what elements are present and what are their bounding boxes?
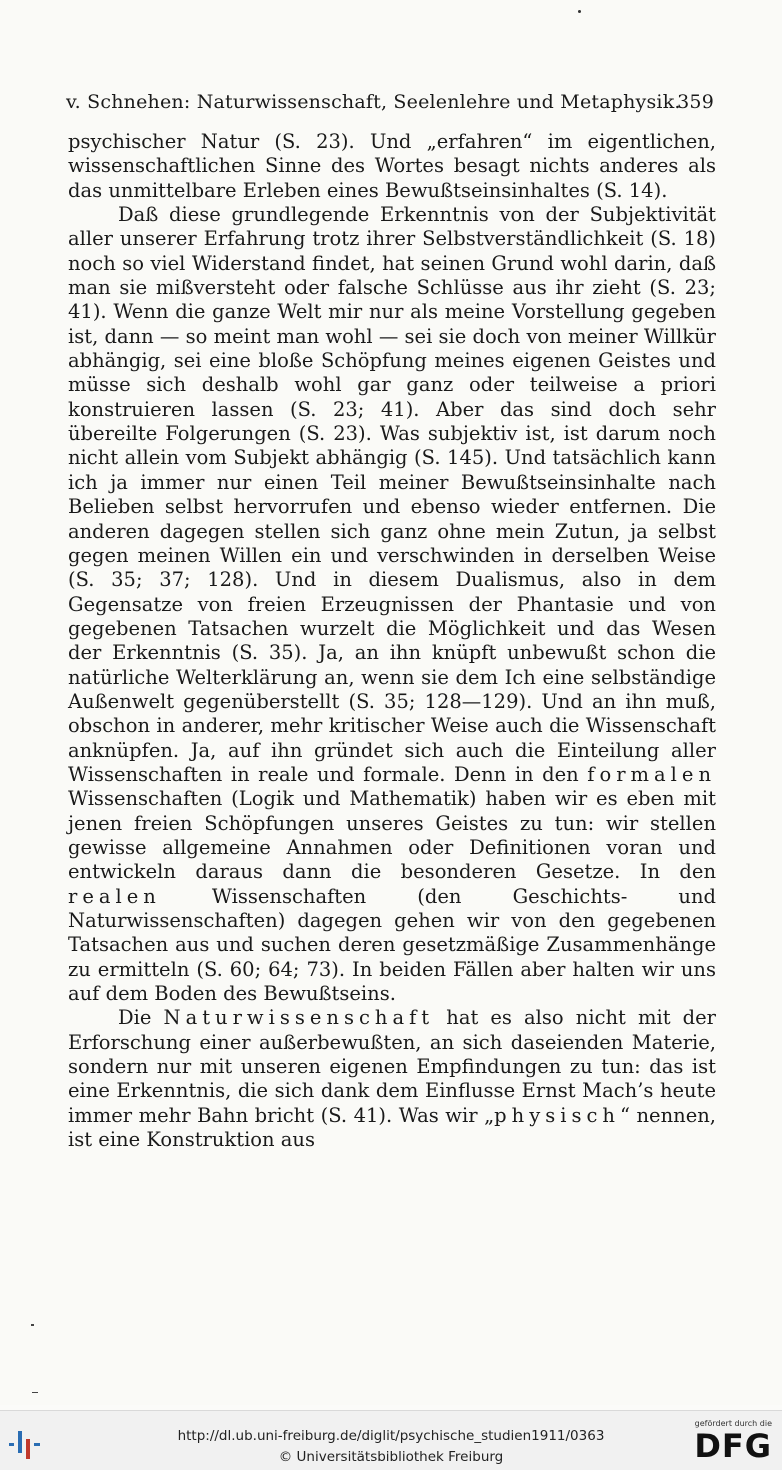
running-title: v. Schnehen: Naturwissenschaft, Seelenlehre und Metaphysik.: [66, 91, 681, 113]
paragraph-text: Daß diese grundlegende Erkenntnis von der Subjektivität aller unserer Erfahrung trotz ihrer Selbstverständlichkeit (S. 18) noch so viel Widerstand findet, hat seinen Grund wohl darin, daß man sie mißversteht oder falsche Schlüsse aus ihr zieht (S. 23; 41). Wenn die ganze Welt mir nur als meine Vorstellung gegeben ist, dann — so meint man wohl — sei sie doch von meiner Willkür abhängig, sei eine bloße Schöpfung meines eigenen Geistes und müsse sich deshalb wohl gar ganz oder teilweise a priori konstruieren lassen (S. 23; 41). Aber das sind doch sehr übereilte Folgerungen (S. 23). Was subjektiv ist, ist darum noch nicht allein vom Subjekt abhängig (S. 145). Und tatsächlich kann ich ja immer nur einen Teil meiner Bewußtseinsinhalte nach Belieben selbst hervorrufen und ebenso wieder entfernen. Die anderen dagegen stellen sich ganz ohne mein Zutun, ja selbst gegen meinen Willen ein und verschwinden in derselben Weise (S. 35; 37; 128). Und in diesem Dualismus, also in dem Gegensatze von freien Erzeugnissen der Phantasie und von gegebenen Tatsachen wurzelt die Möglichkeit und das Wesen der Erkenntnis (S. 35). Ja, an ihn knüpft unbewußt schon die natürliche Welterklärung an, wenn sie dem Ich eine selbständige Außenwelt gegenüberstellt (S. 35; 128—129). Und an ihn muß, obschon in anderer, mehr kritischer Weise auch die Wissenschaft anknüpfen. Ja, auf ihn gründet sich auch die Einteilung aller Wissenschaften in reale und formale. Denn in den: [68, 203, 716, 786]
scan-speck: [578, 10, 581, 13]
viewer-footer: [0, 1410, 782, 1470]
dfg-logo: DFG: [694, 1427, 772, 1465]
paragraph-text: hat es also nicht mit der Erforschung einer außerbewußten, an sich daseienden Materie, sondern nur mit unseren eigenen Empfindungen zu tun: das ist eine Erkenntnis, die sich dank dem Einflusse Ernst Mach’s heute immer mehr Bahn bricht (S. 41). Was wir „: [68, 1006, 717, 1127]
page-number: 359: [677, 91, 714, 113]
spaced-emphasis: formalen: [587, 762, 716, 786]
body-paragraph: [68, 130, 716, 203]
spaced-emphasis: physisch: [494, 1103, 620, 1127]
paragraph-text: psychischer Natur (S. 23). Und „erfahren“ im eigentlichen, wissenschaftlichen Sinne des Wortes besagt nichts anderes als das unmittelbare Erleben eines Bewußtseinsinhaltes (S. 14).: [68, 130, 716, 202]
scan-speck: [32, 1392, 38, 1393]
body-paragraph: [68, 203, 716, 1006]
copyright-notice: © Universitätsbibliothek Freiburg: [278, 1449, 504, 1465]
spaced-emphasis: realen: [68, 884, 161, 908]
paragraph-text: “ nennen, ist eine Konstruktion aus: [68, 1103, 716, 1152]
paragraph-text: Die: [118, 1006, 164, 1030]
source-url[interactable]: http://dl.ub.uni-freiburg.de/diglit/psychische_studien1911/0363: [177, 1428, 605, 1444]
spaced-emphasis: Naturwissenschaft: [163, 1006, 435, 1030]
paragraph-text: Wissenschaften (den Geschichts- und Naturwissenschaften) dagegen gehen wir von den gegebenen Tatsachen aus und suchen deren gesetzmäßige Zusammenhänge zu ermitteln (S. 60; 64; 73). In beiden Fällen aber halten wir uns auf dem Boden des Bewußtseins.: [68, 884, 716, 1006]
scan-speck: [31, 1324, 34, 1326]
running-header: [66, 91, 714, 115]
body-paragraph: [68, 1006, 716, 1152]
paragraph-text: Wissenschaften (Logik und Mathematik) haben wir es eben mit jenen freien Schöpfungen unseres Geistes zu tun: wir stellen gewisse allgemeine Annahmen oder Definitionen voran und entwickeln daraus dann die besonderen Gesetze. In den: [68, 787, 716, 884]
dfg-caption: gefördert durch die: [694, 1419, 772, 1428]
body-text: [68, 130, 716, 1152]
